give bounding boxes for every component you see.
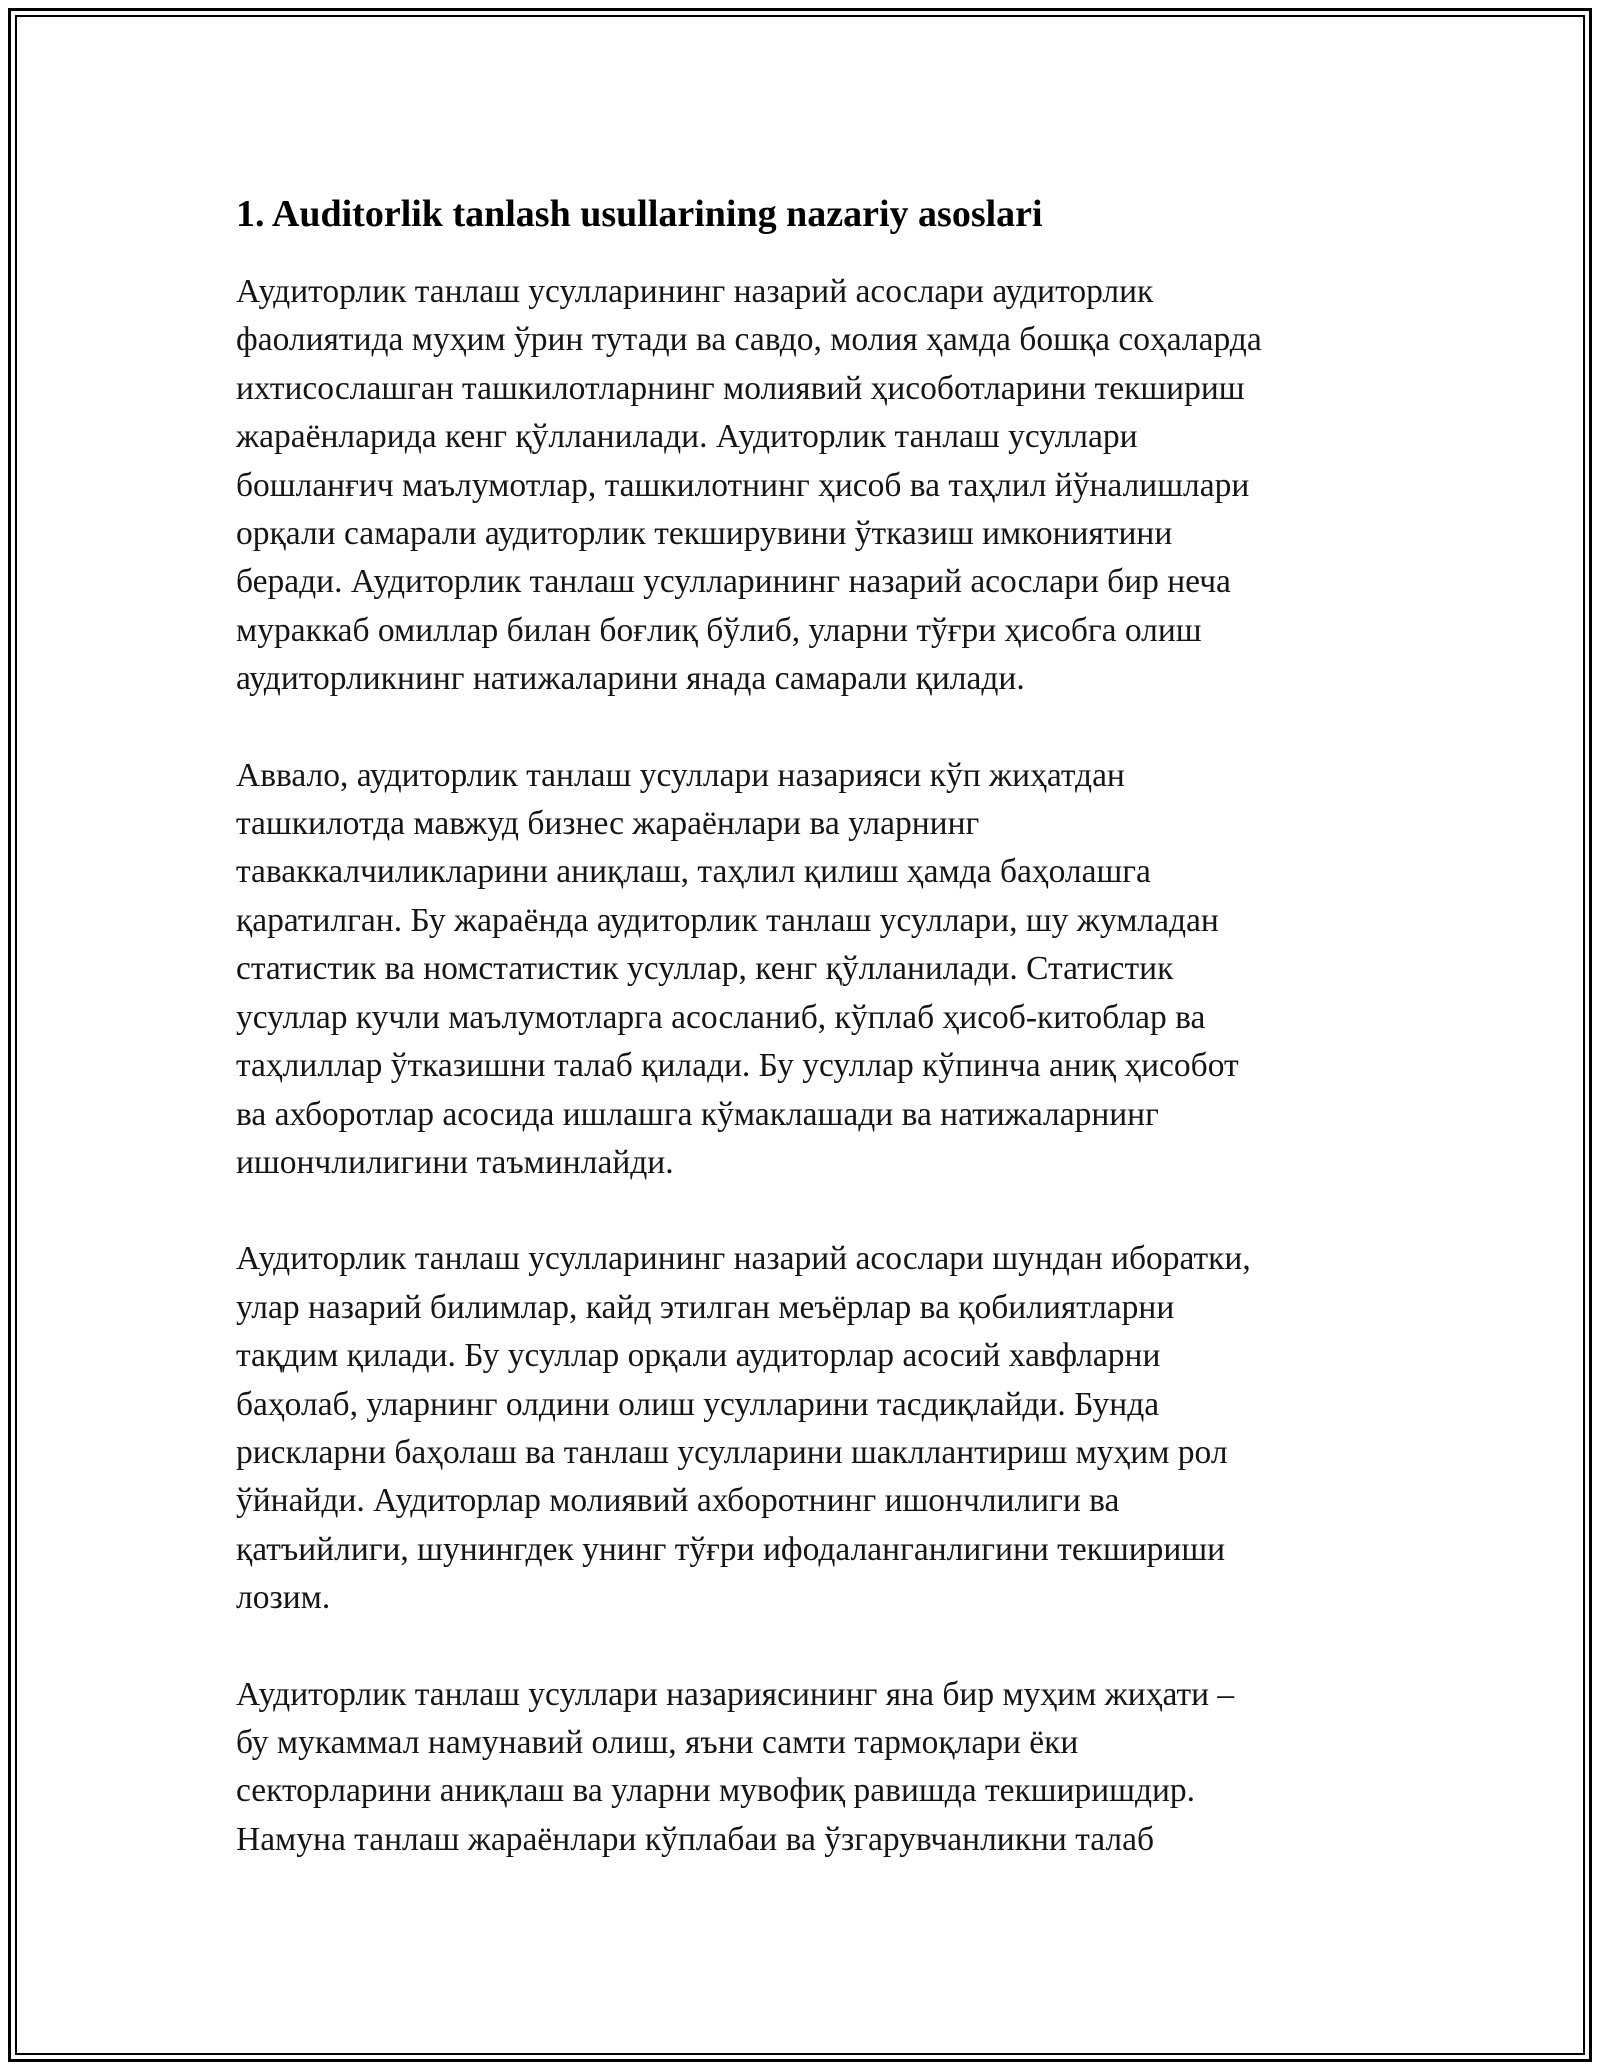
paragraph-line: Аввало, аудиторлик танлаш усуллари назарияси кўп жиҳатдан [236, 756, 1125, 794]
paragraph-line: таваккалчиликларини аниқлаш, таҳлил қилиш ҳамда баҳолашга [236, 853, 1151, 891]
paragraph-line: лозим. [236, 1579, 331, 1617]
paragraph-line: рискларни баҳолаш ва танлаш усулларини шакллантириш муҳим рол [236, 1433, 1228, 1471]
paragraph-3 [236, 1235, 1386, 1622]
paragraph-line: Аудиторлик танлаш усуллари назариясининг яна бир муҳим жиҳати – [236, 1675, 1235, 1713]
paragraph-line: мураккаб омиллар билан боғлиқ бўлиб, уларни тўғри ҳисобга олиш [236, 611, 1202, 649]
paragraph-line: ташкилотда мавжуд бизнес жараёнлари ва уларнинг [236, 805, 980, 843]
paragraph-line: статистик ва номстатистик усуллар, кенг қўлланилади. Статистик [236, 950, 1174, 988]
paragraph-line: Аудиторлик танлаш усулларининг назарий асослари шундан иборатки, [236, 1240, 1251, 1278]
section-heading: 1. Auditorlik tanlash usullarining nazariy asoslari [236, 193, 1043, 235]
paragraph-line: тақдим қилади. Бу усуллар орқали аудиторлар асосий хавфларни [236, 1337, 1161, 1375]
paragraph-line: ишончлилигини таъминлайди. [236, 1143, 674, 1181]
paragraph-line: ва ахборотлар асосида ишлашга кўмаклашади ва натижаларнинг [236, 1095, 1159, 1133]
paragraph-2 [236, 752, 1386, 1188]
paragraph-line: Аудиторлик танлаш усулларининг назарий асослари аудиторлик [236, 273, 1154, 310]
paragraph-1 [236, 268, 1386, 704]
paragraph-line: баҳолаб, уларнинг олдини олиш усулларини тасдиқлайди. Бунда [236, 1385, 1160, 1423]
paragraph-line: улар назарий билимлар, кайд этилган меъёрлар ва қобилиятларни [236, 1288, 1175, 1326]
paragraph-4 [236, 1671, 1386, 1865]
paragraph-line: қаратилган. Бу жараёнда аудиторлик танлаш усуллари, шу жумладан [236, 901, 1219, 939]
paragraph-line: Намуна танлаш жараёнлари кўплабаи ва ўзгарувчанликни талаб [236, 1820, 1155, 1858]
paragraph-line: ўйнайди. Аудиторлар молиявий ахборотнинг ишончлилиги ва [236, 1482, 1120, 1520]
paragraph-line: бу мукаммал намунавий олиш, яъни самти тармоқлари ёки [236, 1723, 1079, 1761]
paragraph-line: қатъийлиги, шунингдек унинг тўғри ифодаланганлигини текшириши [236, 1530, 1226, 1568]
document-body [236, 186, 1386, 1912]
paragraph-line: ихтисослашган ташкилотларнинг молиявий ҳисоботларини текшириш [236, 369, 1245, 407]
paragraph-line: усуллар кучли маълумотларга асосланиб, кўплаб ҳисоб-китоблар ва [236, 998, 1206, 1036]
paragraph-line: аудиторликнинг натижаларини янада самарали қилади. [236, 660, 1025, 698]
paragraph-line: таҳлиллар ўтказишни талаб қилади. Бу усуллар кўпинча аниқ ҳисобот [236, 1047, 1239, 1085]
paragraph-line: фаолиятида муҳим ўрин тутади ва савдо, молия ҳамда бошқа соҳаларда [236, 321, 1262, 359]
paragraph-line: бошланғич маълумотлар, ташкилотнинг ҳисоб ва таҳлил йўналишлари [236, 466, 1250, 504]
paragraph-line: беради. Аудиторлик танлаш усулларининг назарий асослари бир неча [236, 563, 1231, 601]
paragraph-line: жараёнларида кенг қўлланилади. Аудиторлик танлаш усуллари [236, 418, 1138, 456]
paragraph-line: секторларини аниқлаш ва уларни мувофиқ равишда текширишдир. [236, 1772, 1196, 1810]
paragraph-line: орқали самарали аудиторлик текширувини ўтказиш имкониятини [236, 515, 1173, 553]
